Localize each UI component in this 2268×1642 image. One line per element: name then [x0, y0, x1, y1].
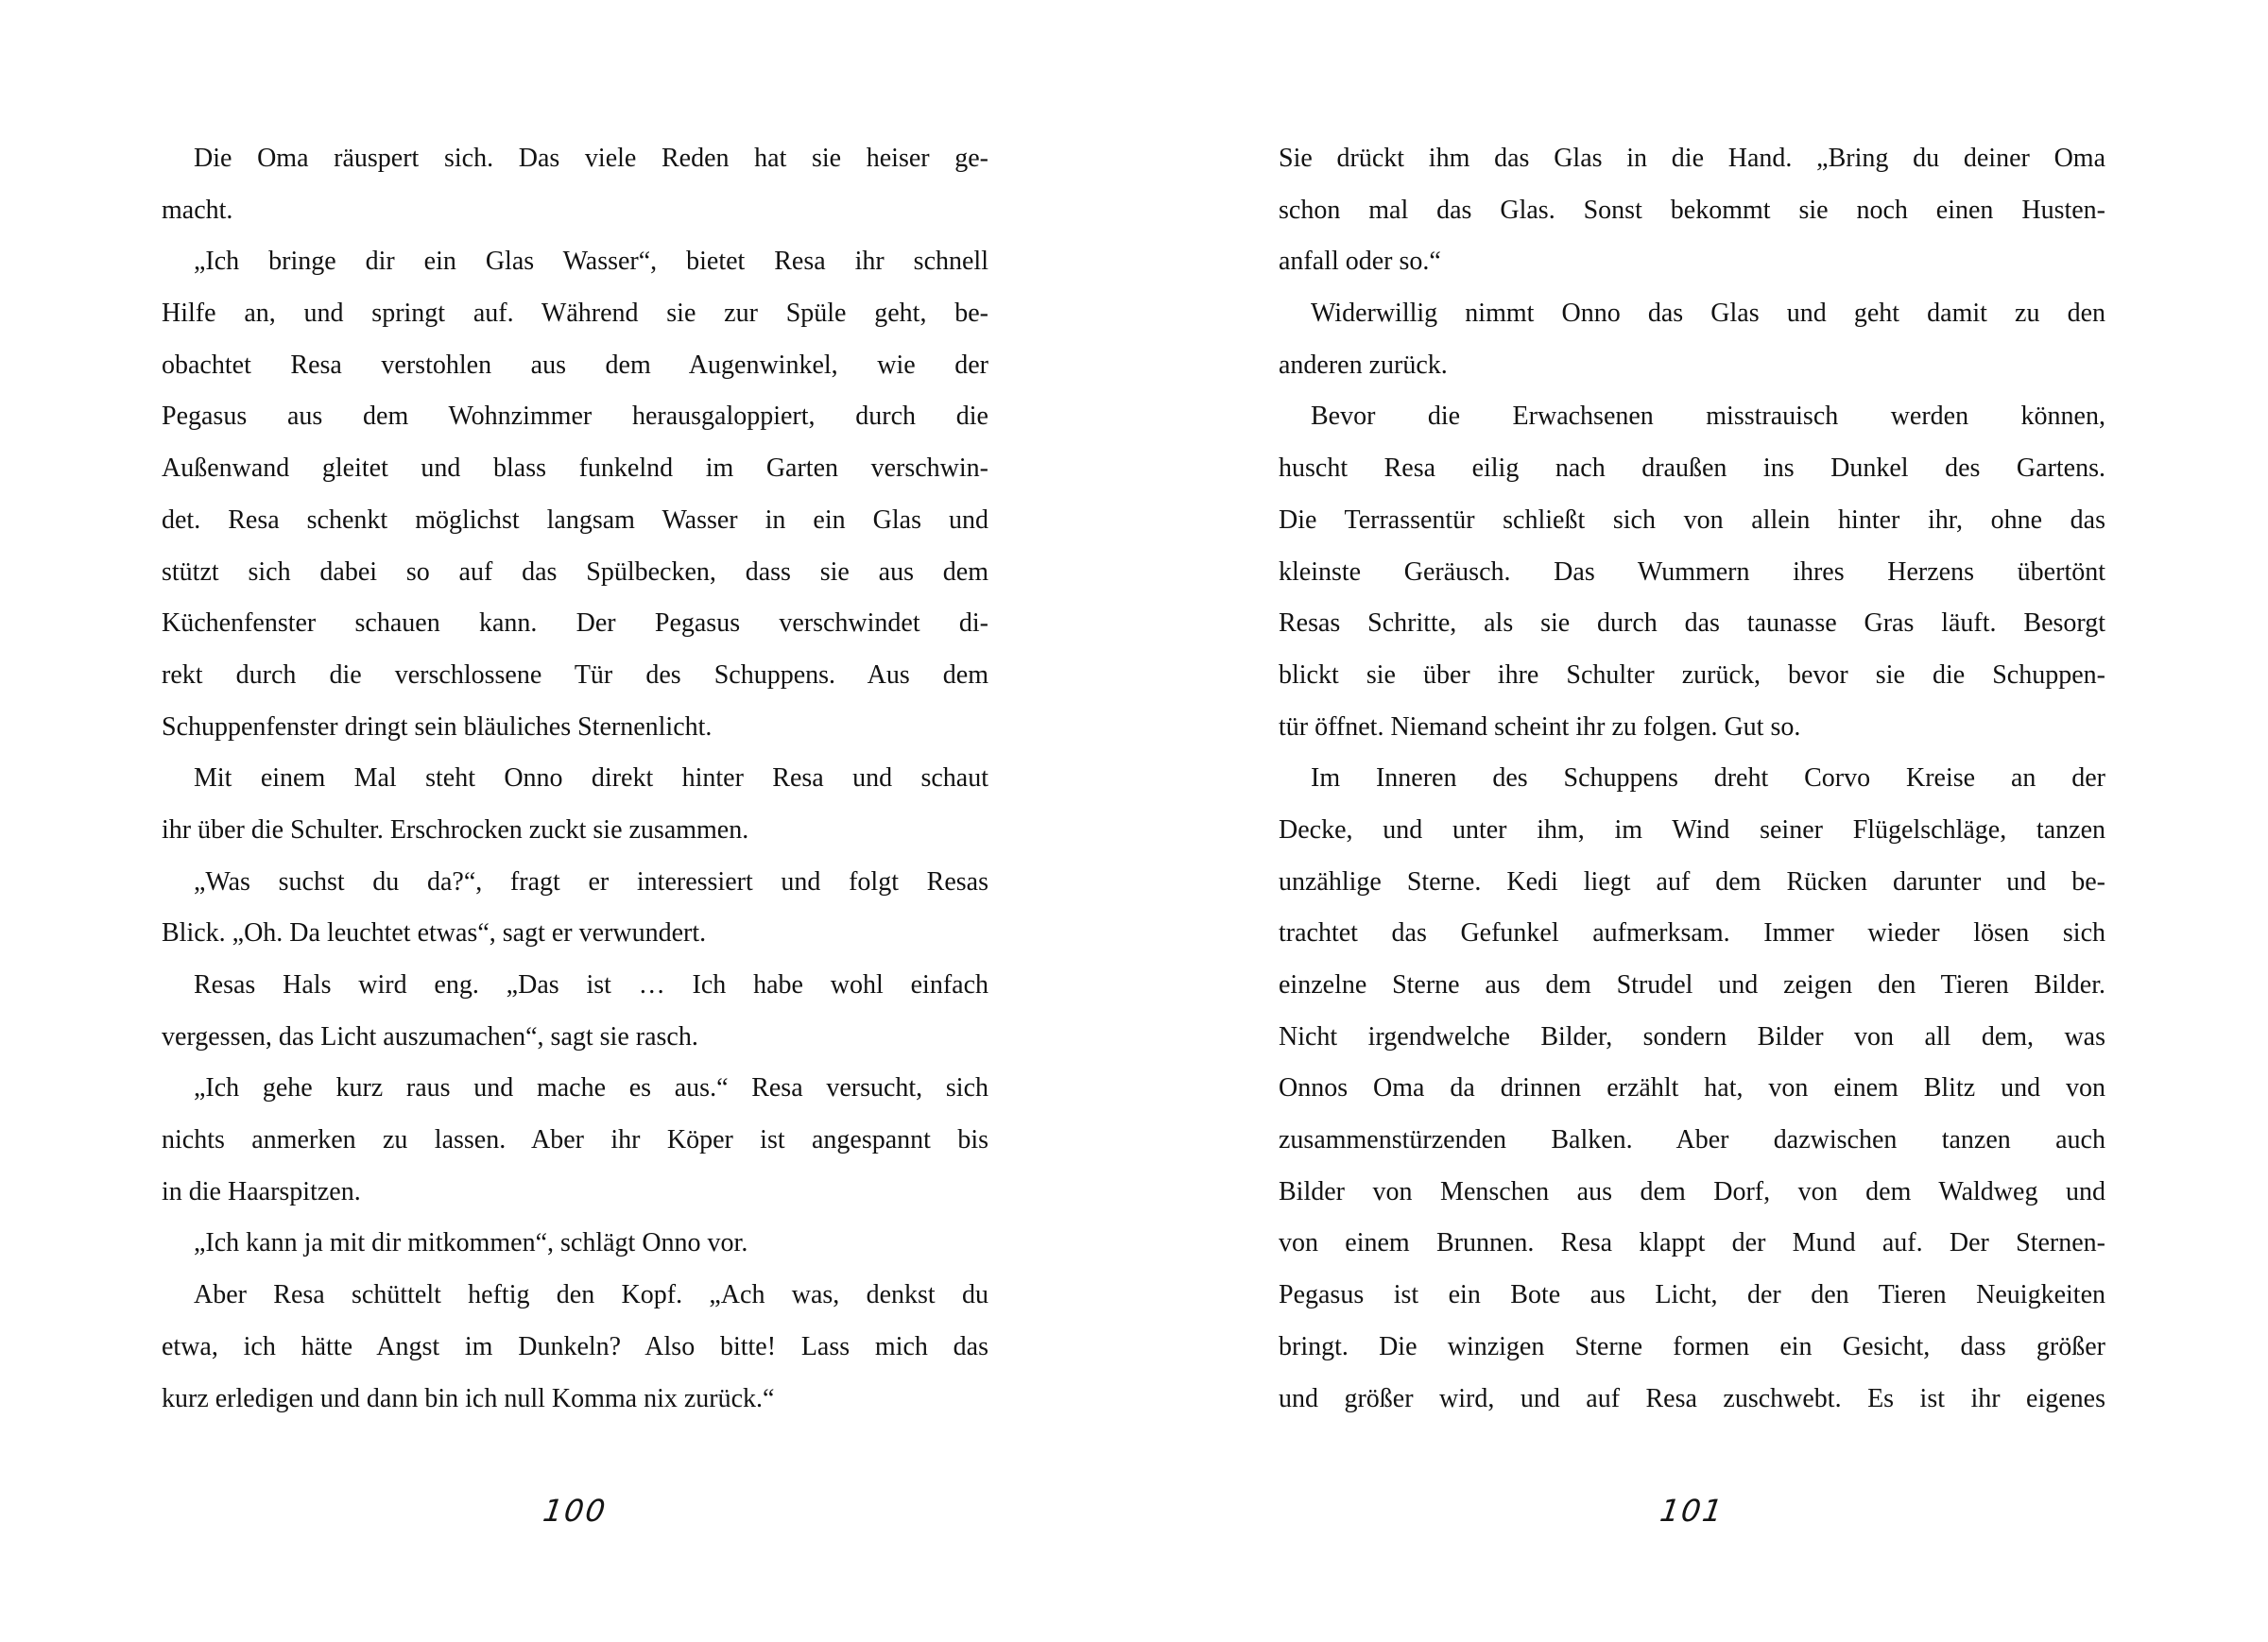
text-line: Pegasus aus dem Wohnzimmer herausgaloppiert, durch die	[162, 402, 988, 432]
text-line: Die Terrassentür schließt sich von allein hinter ihr, ohne das	[1279, 505, 2105, 535]
text-line: Küchenfenster schauen kann. Der Pegasus verschwindet di-	[162, 608, 988, 639]
text-line: „Ich kann ja mit dir mitkommen“, schlägt Onno vor.	[194, 1228, 748, 1258]
text-line: Bevor die Erwachsenen misstrauisch werden können,	[1311, 402, 2105, 432]
text-line: Blick. „Oh. Da leuchtet etwas“, sagt er verwundert.	[162, 918, 707, 949]
text-line: huscht Resa eilig nach draußen ins Dunkel des Gartens.	[1279, 453, 2105, 484]
text-line: ihr über die Schulter. Erschrocken zuckt sie zusammen.	[162, 814, 749, 845]
text-line: Widerwillig nimmt Onno das Glas und geht damit zu den	[1311, 299, 2105, 329]
text-line: Schuppenfenster dringt sein bläuliches Sternenlicht.	[162, 711, 713, 742]
text-line: unzählige Sterne. Kedi liegt auf dem Rücken darunter und be-	[1279, 866, 2105, 897]
text-line: „Ich bringe dir ein Glas Wasser“, bietet Resa ihr schnell	[194, 247, 988, 277]
page-right-text-column	[1279, 133, 2105, 1425]
text-line: det. Resa schenkt möglichst langsam Wasser in ein Glas und	[162, 505, 988, 535]
page-right	[1134, 0, 2268, 1642]
text-line: Resas Schritte, als sie durch das taunasse Gras läuft. Besorgt	[1279, 608, 2105, 639]
text-line: Bilder von Menschen aus dem Dorf, von dem Waldweg und	[1279, 1176, 2105, 1206]
text-line: trachtet das Gefunkel aufmerksam. Immer wieder lösen sich	[1279, 918, 2105, 949]
text-line: Hilfe an, und springt auf. Während sie zur Spüle geht, be-	[162, 299, 988, 329]
text-line: von einem Brunnen. Resa klappt der Mund auf. Der Sternen-	[1279, 1228, 2105, 1258]
text-line: Decke, und unter ihm, im Wind seiner Flügelschläge, tanzen	[1279, 814, 2105, 845]
page-left-text-column	[162, 133, 988, 1425]
text-line: Nicht irgendwelche Bilder, sondern Bilder von all dem, was	[1279, 1021, 2105, 1052]
text-line: „Was suchst du da?“, fragt er interessiert und folgt Resas	[194, 866, 988, 897]
text-line: etwa, ich hätte Angst im Dunkeln? Also bitte! Lass mich das	[162, 1331, 988, 1361]
text-line: zusammenstürzenden Balken. Aber dazwischen tanzen auch	[1279, 1125, 2105, 1155]
text-line: anderen zurück.	[1279, 350, 1448, 380]
text-line: blickt sie über ihre Schulter zurück, bevor sie die Schuppen-	[1279, 659, 2105, 690]
text-line: Pegasus ist ein Bote aus Licht, der den Tieren Neuigkeiten	[1279, 1280, 2105, 1310]
text-line: Außenwand gleitet und blass funkelnd im Garten verschwin-	[162, 453, 988, 484]
text-line: macht.	[162, 195, 233, 225]
text-line: stützt sich dabei so auf das Spülbecken, dass sie aus dem	[162, 556, 988, 587]
text-line: anfall oder so.“	[1279, 247, 1441, 277]
text-line: rekt durch die verschlossene Tür des Schuppens. Aus dem	[162, 659, 988, 690]
text-line: Mit einem Mal steht Onno direkt hinter Resa und schaut	[194, 763, 988, 794]
page-right-page-number: 101	[1658, 1493, 1727, 1529]
text-line: in die Haarspitzen.	[162, 1176, 361, 1206]
text-line: nichts anmerken zu lassen. Aber ihr Köper ist angespannt bis	[162, 1125, 988, 1155]
text-line: Aber Resa schüttelt heftig den Kopf. „Ach was, denkst du	[194, 1280, 988, 1310]
text-line: obachtet Resa verstohlen aus dem Augenwinkel, wie der	[162, 350, 988, 380]
text-line: vergessen, das Licht auszumachen“, sagt sie rasch.	[162, 1021, 698, 1052]
text-line: Resas Hals wird eng. „Das ist … Ich habe wohl einfach	[194, 970, 988, 1000]
text-line: schon mal das Glas. Sonst bekommt sie noch einen Husten-	[1279, 195, 2105, 225]
text-line: und größer wird, und auf Resa zuschwebt. Es ist ihr eigenes	[1279, 1383, 2105, 1413]
text-line: Onnos Oma da drinnen erzählt hat, von einem Blitz und von	[1279, 1073, 2105, 1103]
text-line: kleinste Geräusch. Das Wummern ihres Herzens übertönt	[1279, 556, 2105, 587]
text-line: Die Oma räuspert sich. Das viele Reden hat sie heiser ge-	[194, 144, 988, 173]
text-line: bringt. Die winzigen Sterne formen ein Gesicht, dass größer	[1279, 1331, 2105, 1361]
text-line: Sie drückt ihm das Glas in die Hand. „Bring du deiner Oma	[1279, 144, 2105, 173]
page-left-page-number: 100	[541, 1493, 610, 1529]
text-line: „Ich gehe kurz raus und mache es aus.“ Resa versucht, sich	[194, 1073, 988, 1103]
text-line: tür öffnet. Niemand scheint ihr zu folgen. Gut so.	[1279, 711, 1801, 742]
text-line: einzelne Sterne aus dem Strudel und zeigen den Tieren Bilder.	[1279, 970, 2105, 1000]
text-line: Im Inneren des Schuppens dreht Corvo Kreise an der	[1311, 763, 2105, 794]
text-line: kurz erledigen und dann bin ich null Komma nix zurück.“	[162, 1383, 775, 1413]
